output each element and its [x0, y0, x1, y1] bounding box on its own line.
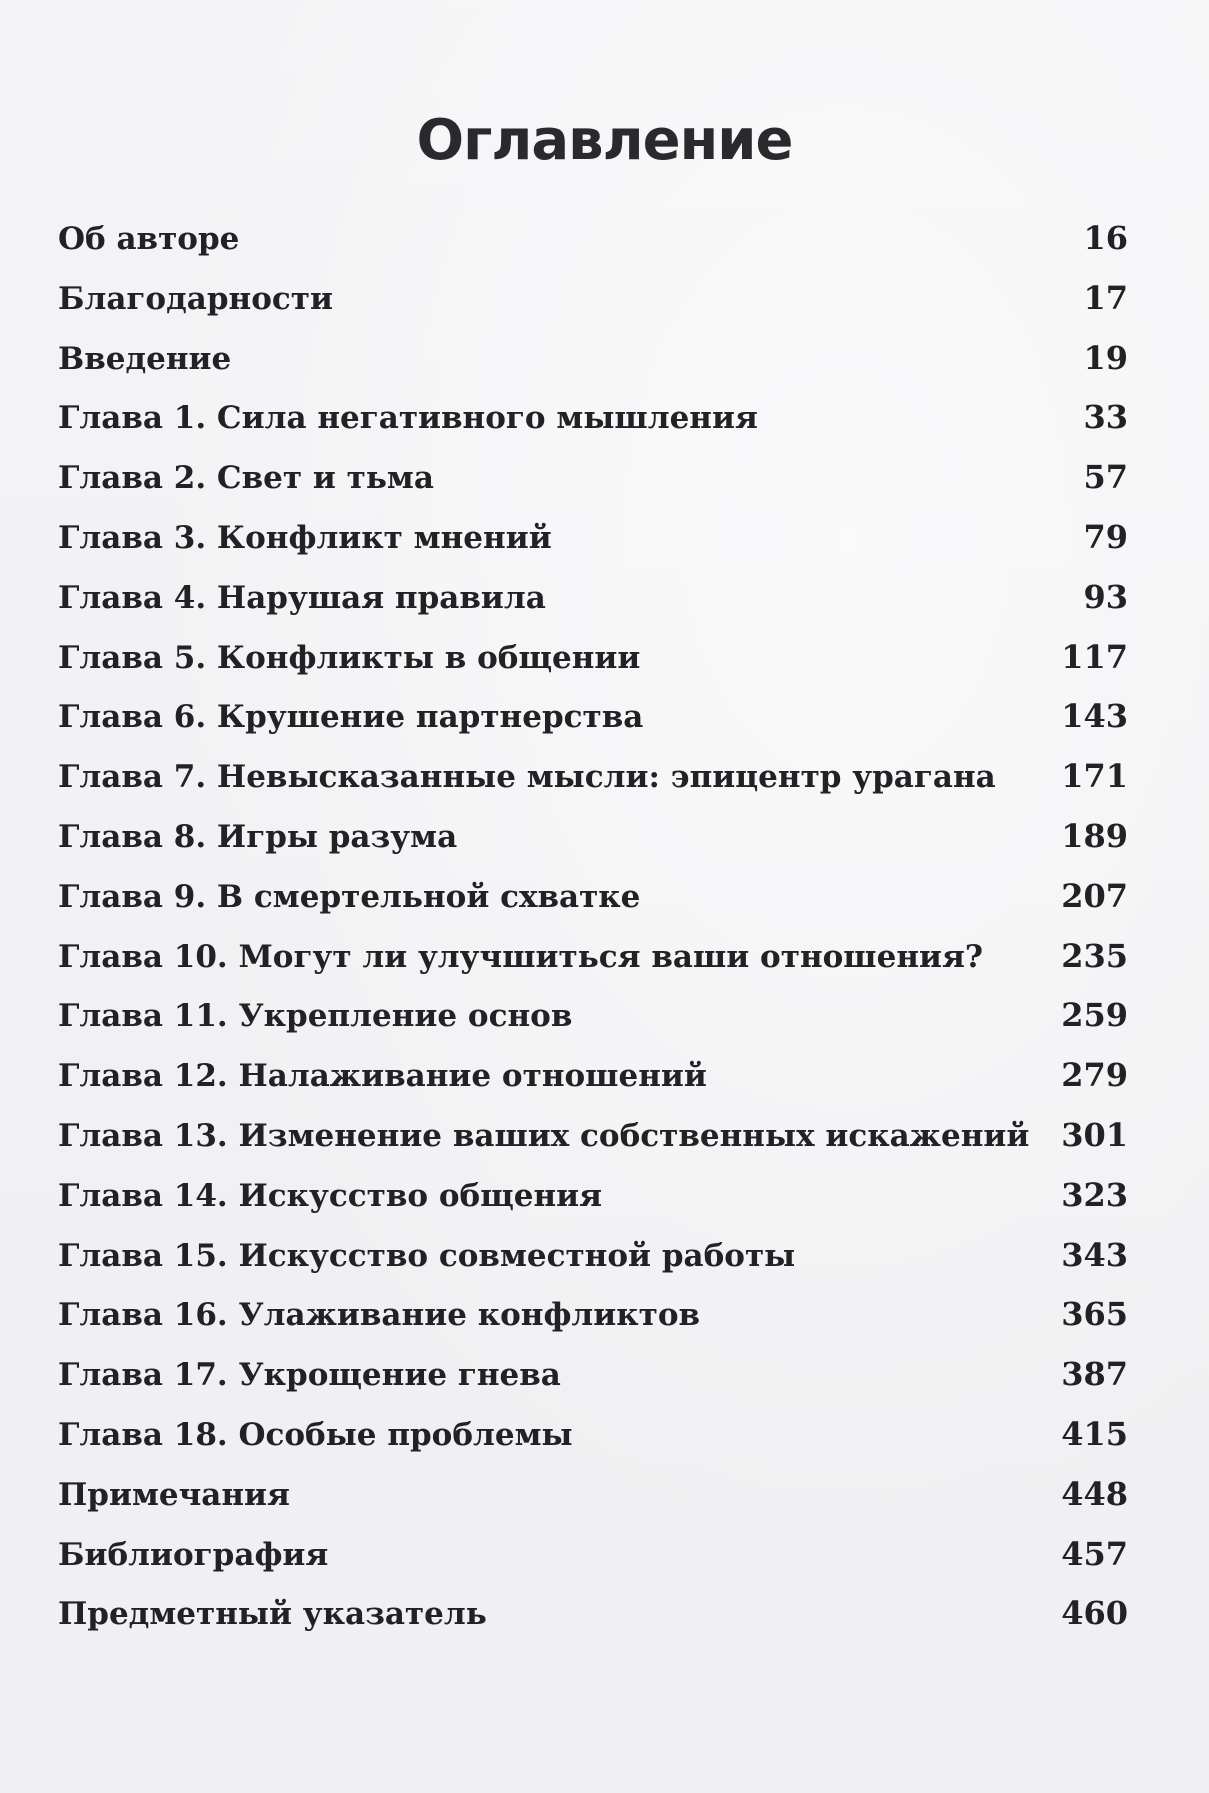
toc-entry	[58, 936, 1128, 1000]
toc-entry-page-number: 79	[1083, 517, 1128, 556]
toc-entry-label: Глава 8. Игры разума	[58, 818, 458, 855]
toc-entry-label: Глава 7. Невысказанные мысли: эпицентр урагана	[58, 759, 996, 796]
toc-entry	[58, 517, 1128, 581]
toc-entry-page-number: 57	[1083, 458, 1128, 497]
toc-entry-label: Глава 5. Конфликты в общении	[58, 639, 641, 676]
toc-entry-page-number: 17	[1083, 278, 1128, 317]
toc-entry-label: Глава 3. Конфликт мнений	[58, 519, 552, 556]
toc-entry-label: Примечания	[58, 1476, 290, 1513]
toc-entry	[58, 577, 1128, 641]
toc-entry-page-number: 457	[1061, 1534, 1128, 1573]
toc-entry	[58, 458, 1128, 521]
toc-entry-page-number: 189	[1061, 816, 1128, 855]
toc-entry	[58, 637, 1128, 701]
toc-entry-label: Библиография	[58, 1536, 329, 1573]
toc-entry-label: Глава 17. Укрощение гнева	[58, 1357, 561, 1394]
toc-entry-label: Глава 18. Особые проблемы	[58, 1416, 573, 1453]
toc-entry	[58, 1235, 1128, 1299]
toc-entry-page-number: 19	[1083, 338, 1128, 377]
toc-entry-page-number: 143	[1061, 697, 1128, 736]
toc-entry-page-number: 117	[1061, 637, 1128, 676]
toc-entry-page-number: 448	[1061, 1474, 1128, 1513]
toc-entry	[58, 1175, 1128, 1239]
toc-entry	[58, 338, 1128, 402]
page-title: Оглавление	[416, 107, 793, 173]
toc-entry	[58, 996, 1128, 1059]
toc-entry-page-number: 323	[1061, 1175, 1128, 1214]
toc-entry	[58, 757, 1128, 820]
toc-entry-label: Предметный указатель	[58, 1596, 487, 1633]
toc-entry-page-number: 279	[1061, 1056, 1128, 1095]
toc-entry	[58, 697, 1128, 760]
toc-entry-page-number: 365	[1061, 1295, 1128, 1334]
toc-entry-page-number: 387	[1061, 1355, 1128, 1394]
toc-entry	[58, 1474, 1128, 1538]
toc-entry-page-number: 93	[1083, 577, 1128, 616]
toc-entry-label: Глава 12. Налаживание отношений	[58, 1058, 707, 1095]
toc-entry-label: Введение	[58, 340, 232, 377]
toc-entry	[58, 278, 1128, 342]
toc-entry-page-number: 235	[1061, 936, 1128, 975]
toc-entry	[58, 1295, 1128, 1358]
toc-entry-page-number: 460	[1061, 1594, 1128, 1633]
toc-entry-label: Глава 16. Улаживание конфликтов	[58, 1297, 701, 1334]
toc-entry-label: Глава 15. Искусство совместной работы	[58, 1237, 796, 1274]
toc-entry	[58, 1414, 1128, 1478]
toc-entry-page-number: 343	[1061, 1235, 1128, 1274]
toc-entry	[58, 1056, 1128, 1119]
toc-entry-label: Глава 9. В смертельной схватке	[58, 878, 641, 915]
toc-entry-page-number: 171	[1061, 757, 1128, 796]
toc-entry	[58, 1115, 1128, 1179]
toc-entry	[58, 219, 1128, 282]
toc-entry-page-number: 301	[1061, 1115, 1128, 1154]
toc-entry-label: Глава 13. Изменение ваших собственных искажений	[58, 1117, 1030, 1154]
toc-entry-label: Глава 2. Свет и тьма	[58, 460, 434, 497]
toc-entry-label: Глава 6. Крушение партнерства	[58, 699, 644, 736]
toc-entry-label: Глава 10. Могут ли улучшиться ваши отношения?	[58, 938, 984, 975]
toc-entry-label: Глава 4. Нарушая правила	[58, 579, 546, 616]
toc-entry	[58, 1355, 1128, 1418]
table-of-contents	[58, 219, 1128, 1657]
toc-entry	[58, 398, 1128, 461]
toc-entry-page-number: 259	[1061, 996, 1128, 1035]
toc-entry-label: Об авторе	[58, 221, 240, 257]
toc-entry	[58, 816, 1128, 880]
toc-entry	[58, 876, 1128, 940]
toc-entry-label: Глава 11. Укрепление основ	[58, 998, 573, 1035]
toc-entry-page-number: 207	[1061, 876, 1128, 915]
toc-entry-label: Глава 1. Сила негативного мышления	[58, 400, 758, 437]
toc-entry-label: Благодарности	[58, 280, 333, 317]
toc-entry-page-number: 415	[1061, 1414, 1128, 1453]
toc-entry-page-number: 16	[1083, 219, 1128, 257]
toc-entry	[58, 1594, 1128, 1657]
toc-entry-label: Глава 14. Искусство общения	[58, 1177, 603, 1214]
toc-entry-page-number: 33	[1083, 398, 1128, 437]
toc-entry	[58, 1534, 1128, 1598]
